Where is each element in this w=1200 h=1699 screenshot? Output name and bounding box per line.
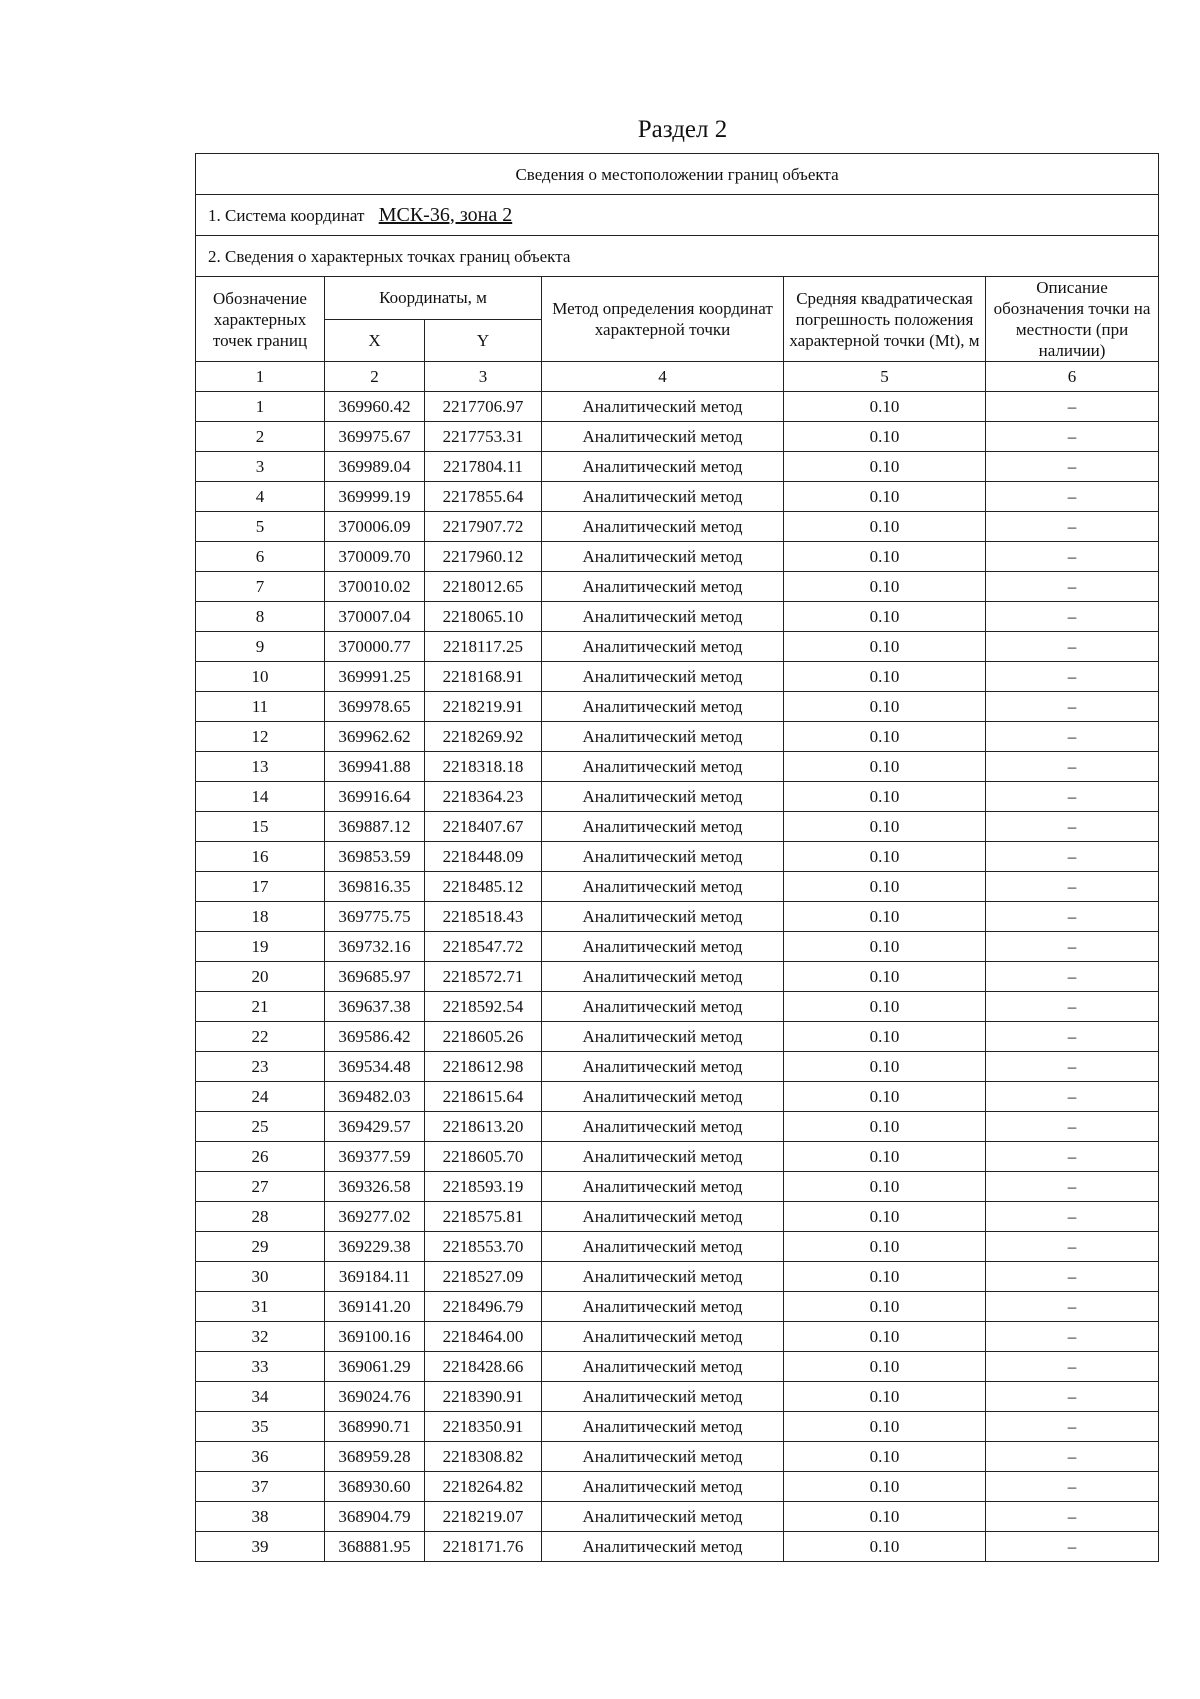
error-cell: 0.10 — [784, 1142, 986, 1172]
y-coordinate-cell: 2218464.00 — [425, 1322, 542, 1352]
y-coordinate-cell: 2218350.91 — [425, 1412, 542, 1442]
point-number-cell: 19 — [196, 932, 325, 962]
method-cell: Аналитический метод — [542, 1142, 784, 1172]
method-cell: Аналитический метод — [542, 1262, 784, 1292]
table-row — [196, 1142, 1159, 1172]
method-cell: Аналитический метод — [542, 902, 784, 932]
point-number-cell: 25 — [196, 1112, 325, 1142]
table-row — [196, 752, 1159, 782]
point-number-cell: 28 — [196, 1202, 325, 1232]
y-coordinate-cell: 2217855.64 — [425, 482, 542, 512]
x-coordinate-cell: 369999.19 — [325, 482, 425, 512]
description-cell: – — [986, 572, 1159, 602]
error-cell: 0.10 — [784, 692, 986, 722]
y-coordinate-cell: 2218605.26 — [425, 1022, 542, 1052]
error-cell: 0.10 — [784, 1112, 986, 1142]
x-coordinate-cell: 369534.48 — [325, 1052, 425, 1082]
table-row — [196, 662, 1159, 692]
table-row — [196, 1052, 1159, 1082]
table-row — [196, 1442, 1159, 1472]
x-coordinate-cell: 369061.29 — [325, 1352, 425, 1382]
method-cell: Аналитический метод — [542, 1022, 784, 1052]
error-cell: 0.10 — [784, 1502, 986, 1532]
description-cell: – — [986, 1022, 1159, 1052]
x-coordinate-cell: 369962.62 — [325, 722, 425, 752]
y-coordinate-cell: 2218527.09 — [425, 1262, 542, 1292]
method-cell: Аналитический метод — [542, 1292, 784, 1322]
y-coordinate-cell: 2218219.91 — [425, 692, 542, 722]
error-cell: 0.10 — [784, 812, 986, 842]
x-coordinate-cell: 369989.04 — [325, 452, 425, 482]
table-row — [196, 872, 1159, 902]
point-number-cell: 6 — [196, 542, 325, 572]
column-number: 2 — [325, 362, 425, 392]
x-coordinate-cell: 370006.09 — [325, 512, 425, 542]
x-coordinate-cell: 369887.12 — [325, 812, 425, 842]
point-number-cell: 33 — [196, 1352, 325, 1382]
description-cell: – — [986, 812, 1159, 842]
point-number-cell: 21 — [196, 992, 325, 1022]
header-description: Описание обозначения точки на местности (при наличии) — [986, 277, 1159, 362]
method-cell: Аналитический метод — [542, 1232, 784, 1262]
point-number-cell: 12 — [196, 722, 325, 752]
x-coordinate-cell: 369100.16 — [325, 1322, 425, 1352]
column-numbers-row — [196, 362, 1159, 392]
description-cell: – — [986, 962, 1159, 992]
method-cell: Аналитический метод — [542, 1472, 784, 1502]
header-x: X — [325, 319, 425, 362]
description-cell: – — [986, 1262, 1159, 1292]
method-cell: Аналитический метод — [542, 482, 784, 512]
description-cell: – — [986, 1472, 1159, 1502]
point-number-cell: 2 — [196, 422, 325, 452]
error-cell: 0.10 — [784, 1412, 986, 1442]
y-coordinate-cell: 2218308.82 — [425, 1442, 542, 1472]
description-cell: – — [986, 482, 1159, 512]
y-coordinate-cell: 2218264.82 — [425, 1472, 542, 1502]
y-coordinate-cell: 2218065.10 — [425, 602, 542, 632]
description-cell: – — [986, 1202, 1159, 1232]
point-number-cell: 13 — [196, 752, 325, 782]
x-coordinate-cell: 368930.60 — [325, 1472, 425, 1502]
error-cell: 0.10 — [784, 992, 986, 1022]
x-coordinate-cell: 369326.58 — [325, 1172, 425, 1202]
point-number-cell: 22 — [196, 1022, 325, 1052]
column-number: 1 — [196, 362, 325, 392]
point-number-cell: 1 — [196, 392, 325, 422]
description-cell: – — [986, 422, 1159, 452]
y-coordinate-cell: 2218553.70 — [425, 1232, 542, 1262]
x-coordinate-cell: 369184.11 — [325, 1262, 425, 1292]
point-number-cell: 24 — [196, 1082, 325, 1112]
column-number: 6 — [986, 362, 1159, 392]
points-section-label: 2. Сведения о характерных точках границ объекта — [196, 236, 1159, 277]
x-coordinate-cell: 370007.04 — [325, 602, 425, 632]
point-number-cell: 18 — [196, 902, 325, 932]
header-coordinates: Координаты, м — [325, 277, 542, 320]
method-cell: Аналитический метод — [542, 962, 784, 992]
x-coordinate-cell: 368990.71 — [325, 1412, 425, 1442]
x-coordinate-cell: 370000.77 — [325, 632, 425, 662]
x-coordinate-cell: 369685.97 — [325, 962, 425, 992]
table-row — [196, 512, 1159, 542]
description-cell: – — [986, 1382, 1159, 1412]
method-cell: Аналитический метод — [542, 572, 784, 602]
point-number-cell: 16 — [196, 842, 325, 872]
description-cell: – — [986, 872, 1159, 902]
point-number-cell: 38 — [196, 1502, 325, 1532]
error-cell: 0.10 — [784, 1292, 986, 1322]
point-number-cell: 9 — [196, 632, 325, 662]
method-cell: Аналитический метод — [542, 422, 784, 452]
point-number-cell: 11 — [196, 692, 325, 722]
y-coordinate-cell: 2217907.72 — [425, 512, 542, 542]
method-cell: Аналитический метод — [542, 632, 784, 662]
method-cell: Аналитический метод — [542, 692, 784, 722]
table-row — [196, 1352, 1159, 1382]
method-cell: Аналитический метод — [542, 812, 784, 842]
error-cell: 0.10 — [784, 392, 986, 422]
description-cell: – — [986, 1442, 1159, 1472]
description-cell: – — [986, 512, 1159, 542]
method-cell: Аналитический метод — [542, 452, 784, 482]
x-coordinate-cell: 368881.95 — [325, 1532, 425, 1562]
method-cell: Аналитический метод — [542, 1382, 784, 1412]
error-cell: 0.10 — [784, 932, 986, 962]
description-cell: – — [986, 992, 1159, 1022]
table-row — [196, 452, 1159, 482]
description-cell: – — [986, 782, 1159, 812]
description-cell: – — [986, 1352, 1159, 1382]
method-cell: Аналитический метод — [542, 1352, 784, 1382]
table-row — [196, 932, 1159, 962]
header-row-1 — [196, 277, 1159, 320]
method-cell: Аналитический метод — [542, 1502, 784, 1532]
error-cell: 0.10 — [784, 632, 986, 662]
table-row — [196, 422, 1159, 452]
error-cell: 0.10 — [784, 1382, 986, 1412]
x-coordinate-cell: 369960.42 — [325, 392, 425, 422]
error-cell: 0.10 — [784, 1532, 986, 1562]
point-number-cell: 5 — [196, 512, 325, 542]
error-cell: 0.10 — [784, 512, 986, 542]
error-cell: 0.10 — [784, 1472, 986, 1502]
y-coordinate-cell: 2218518.43 — [425, 902, 542, 932]
x-coordinate-cell: 369975.67 — [325, 422, 425, 452]
description-cell: – — [986, 1322, 1159, 1352]
error-cell: 0.10 — [784, 572, 986, 602]
point-number-cell: 27 — [196, 1172, 325, 1202]
method-cell: Аналитический метод — [542, 1412, 784, 1442]
error-cell: 0.10 — [784, 602, 986, 632]
description-cell: – — [986, 1112, 1159, 1142]
x-coordinate-cell: 369991.25 — [325, 662, 425, 692]
y-coordinate-cell: 2218613.20 — [425, 1112, 542, 1142]
point-number-cell: 14 — [196, 782, 325, 812]
method-cell: Аналитический метод — [542, 512, 784, 542]
y-coordinate-cell: 2218612.98 — [425, 1052, 542, 1082]
x-coordinate-cell: 368959.28 — [325, 1442, 425, 1472]
x-coordinate-cell: 369941.88 — [325, 752, 425, 782]
table-row — [196, 602, 1159, 632]
y-coordinate-cell: 2218605.70 — [425, 1142, 542, 1172]
description-cell: – — [986, 1502, 1159, 1532]
table-row — [196, 1412, 1159, 1442]
error-cell: 0.10 — [784, 422, 986, 452]
point-number-cell: 4 — [196, 482, 325, 512]
y-coordinate-cell: 2218593.19 — [425, 1172, 542, 1202]
table-row — [196, 902, 1159, 932]
table-row — [196, 1022, 1159, 1052]
table-row — [196, 782, 1159, 812]
column-number: 5 — [784, 362, 986, 392]
header-point-designation: Обозначение характерных точек границ — [196, 277, 325, 362]
method-cell: Аналитический метод — [542, 872, 784, 902]
description-cell: – — [986, 452, 1159, 482]
table-row — [196, 812, 1159, 842]
point-number-cell: 23 — [196, 1052, 325, 1082]
error-cell: 0.10 — [784, 752, 986, 782]
description-cell: – — [986, 1172, 1159, 1202]
header-y: Y — [425, 319, 542, 362]
error-cell: 0.10 — [784, 1322, 986, 1352]
y-coordinate-cell: 2218485.12 — [425, 872, 542, 902]
point-number-cell: 20 — [196, 962, 325, 992]
description-cell: – — [986, 1532, 1159, 1562]
x-coordinate-cell: 369377.59 — [325, 1142, 425, 1172]
table-row — [196, 482, 1159, 512]
y-coordinate-cell: 2218012.65 — [425, 572, 542, 602]
method-cell: Аналитический метод — [542, 1052, 784, 1082]
y-coordinate-cell: 2217804.11 — [425, 452, 542, 482]
description-cell: – — [986, 602, 1159, 632]
table-row — [196, 1082, 1159, 1112]
point-number-cell: 29 — [196, 1232, 325, 1262]
x-coordinate-cell: 369141.20 — [325, 1292, 425, 1322]
error-cell: 0.10 — [784, 1442, 986, 1472]
x-coordinate-cell: 369637.38 — [325, 992, 425, 1022]
x-coordinate-cell: 369482.03 — [325, 1082, 425, 1112]
error-cell: 0.10 — [784, 1082, 986, 1112]
error-cell: 0.10 — [784, 1352, 986, 1382]
description-cell: – — [986, 842, 1159, 872]
point-number-cell: 15 — [196, 812, 325, 842]
table-caption-row — [196, 154, 1159, 195]
y-coordinate-cell: 2218364.23 — [425, 782, 542, 812]
description-cell: – — [986, 632, 1159, 662]
error-cell: 0.10 — [784, 872, 986, 902]
description-cell: – — [986, 902, 1159, 932]
x-coordinate-cell: 369229.38 — [325, 1232, 425, 1262]
table-row — [196, 1112, 1159, 1142]
column-number: 4 — [542, 362, 784, 392]
points-section-row — [196, 236, 1159, 277]
method-cell: Аналитический метод — [542, 542, 784, 572]
method-cell: Аналитический метод — [542, 1442, 784, 1472]
x-coordinate-cell: 369732.16 — [325, 932, 425, 962]
point-number-cell: 30 — [196, 1262, 325, 1292]
y-coordinate-cell: 2218219.07 — [425, 1502, 542, 1532]
method-cell: Аналитический метод — [542, 842, 784, 872]
description-cell: – — [986, 932, 1159, 962]
coordinate-system-label: 1. Система координат — [208, 205, 365, 225]
error-cell: 0.10 — [784, 782, 986, 812]
method-cell: Аналитический метод — [542, 1322, 784, 1352]
table-row — [196, 1322, 1159, 1352]
method-cell: Аналитический метод — [542, 602, 784, 632]
table-row — [196, 962, 1159, 992]
description-cell: – — [986, 542, 1159, 572]
table-row — [196, 632, 1159, 662]
table-row — [196, 1472, 1159, 1502]
point-number-cell: 3 — [196, 452, 325, 482]
header-mean-square-error: Средняя квадратическая погрешность положения характерной точки (Mt), м — [784, 277, 986, 362]
description-cell: – — [986, 1142, 1159, 1172]
point-number-cell: 26 — [196, 1142, 325, 1172]
method-cell: Аналитический метод — [542, 722, 784, 752]
point-number-cell: 10 — [196, 662, 325, 692]
table-row — [196, 1382, 1159, 1412]
method-cell: Аналитический метод — [542, 1172, 784, 1202]
error-cell: 0.10 — [784, 482, 986, 512]
method-cell: Аналитический метод — [542, 782, 784, 812]
error-cell: 0.10 — [784, 452, 986, 482]
method-cell: Аналитический метод — [542, 752, 784, 782]
error-cell: 0.10 — [784, 1202, 986, 1232]
x-coordinate-cell: 369816.35 — [325, 872, 425, 902]
table-row — [196, 1502, 1159, 1532]
table-row — [196, 572, 1159, 602]
table-row — [196, 1532, 1159, 1562]
point-number-cell: 8 — [196, 602, 325, 632]
description-cell: – — [986, 722, 1159, 752]
y-coordinate-cell: 2218269.92 — [425, 722, 542, 752]
error-cell: 0.10 — [784, 962, 986, 992]
y-coordinate-cell: 2218117.25 — [425, 632, 542, 662]
y-coordinate-cell: 2218572.71 — [425, 962, 542, 992]
table-row — [196, 1172, 1159, 1202]
x-coordinate-cell: 369586.42 — [325, 1022, 425, 1052]
description-cell: – — [986, 662, 1159, 692]
header-method: Метод определения координат характерной точки — [542, 277, 784, 362]
table-row — [196, 1232, 1159, 1262]
y-coordinate-cell: 2218428.66 — [425, 1352, 542, 1382]
method-cell: Аналитический метод — [542, 992, 784, 1022]
point-number-cell: 36 — [196, 1442, 325, 1472]
method-cell: Аналитический метод — [542, 662, 784, 692]
boundary-points-table — [195, 153, 1159, 1562]
x-coordinate-cell: 368904.79 — [325, 1502, 425, 1532]
coordinate-system-value: МСК-36, зона 2 — [378, 203, 513, 226]
x-coordinate-cell: 370010.02 — [325, 572, 425, 602]
table-row — [196, 542, 1159, 572]
section-title: Раздел 2 — [637, 116, 728, 143]
x-coordinate-cell: 369978.65 — [325, 692, 425, 722]
point-number-cell: 17 — [196, 872, 325, 902]
point-number-cell: 37 — [196, 1472, 325, 1502]
table-caption: Сведения о местоположении границ объекта — [196, 154, 1159, 195]
x-coordinate-cell: 369429.57 — [325, 1112, 425, 1142]
table-row — [196, 842, 1159, 872]
y-coordinate-cell: 2218407.67 — [425, 812, 542, 842]
y-coordinate-cell: 2217753.31 — [425, 422, 542, 452]
y-coordinate-cell: 2218575.81 — [425, 1202, 542, 1232]
method-cell: Аналитический метод — [542, 1082, 784, 1112]
description-cell: – — [986, 392, 1159, 422]
error-cell: 0.10 — [784, 1232, 986, 1262]
point-number-cell: 7 — [196, 572, 325, 602]
error-cell: 0.10 — [784, 902, 986, 932]
point-number-cell: 39 — [196, 1532, 325, 1562]
method-cell: Аналитический метод — [542, 1532, 784, 1562]
table-row — [196, 392, 1159, 422]
y-coordinate-cell: 2217960.12 — [425, 542, 542, 572]
method-cell: Аналитический метод — [542, 1112, 784, 1142]
description-cell: – — [986, 1052, 1159, 1082]
error-cell: 0.10 — [784, 1262, 986, 1292]
y-coordinate-cell: 2218496.79 — [425, 1292, 542, 1322]
point-number-cell: 35 — [196, 1412, 325, 1442]
x-coordinate-cell: 369775.75 — [325, 902, 425, 932]
error-cell: 0.10 — [784, 662, 986, 692]
table-row — [196, 692, 1159, 722]
description-cell: – — [986, 752, 1159, 782]
error-cell: 0.10 — [784, 542, 986, 572]
error-cell: 0.10 — [784, 1172, 986, 1202]
column-number: 3 — [425, 362, 542, 392]
coordinate-system-row — [196, 195, 1159, 236]
table-row — [196, 992, 1159, 1022]
table-row — [196, 722, 1159, 752]
y-coordinate-cell: 2218592.54 — [425, 992, 542, 1022]
point-number-cell: 32 — [196, 1322, 325, 1352]
description-cell: – — [986, 1082, 1159, 1112]
error-cell: 0.10 — [784, 1022, 986, 1052]
x-coordinate-cell: 369024.76 — [325, 1382, 425, 1412]
error-cell: 0.10 — [784, 842, 986, 872]
table-row — [196, 1262, 1159, 1292]
description-cell: – — [986, 1232, 1159, 1262]
y-coordinate-cell: 2217706.97 — [425, 392, 542, 422]
x-coordinate-cell: 369853.59 — [325, 842, 425, 872]
table-row — [196, 1292, 1159, 1322]
description-cell: – — [986, 1292, 1159, 1322]
y-coordinate-cell: 2218318.18 — [425, 752, 542, 782]
y-coordinate-cell: 2218171.76 — [425, 1532, 542, 1562]
method-cell: Аналитический метод — [542, 392, 784, 422]
method-cell: Аналитический метод — [542, 1202, 784, 1232]
y-coordinate-cell: 2218615.64 — [425, 1082, 542, 1112]
x-coordinate-cell: 369916.64 — [325, 782, 425, 812]
description-cell: – — [986, 692, 1159, 722]
error-cell: 0.10 — [784, 722, 986, 752]
y-coordinate-cell: 2218547.72 — [425, 932, 542, 962]
x-coordinate-cell: 369277.02 — [325, 1202, 425, 1232]
point-number-cell: 34 — [196, 1382, 325, 1412]
y-coordinate-cell: 2218448.09 — [425, 842, 542, 872]
point-number-cell: 31 — [196, 1292, 325, 1322]
y-coordinate-cell: 2218390.91 — [425, 1382, 542, 1412]
y-coordinate-cell: 2218168.91 — [425, 662, 542, 692]
x-coordinate-cell: 370009.70 — [325, 542, 425, 572]
method-cell: Аналитический метод — [542, 932, 784, 962]
description-cell: – — [986, 1412, 1159, 1442]
error-cell: 0.10 — [784, 1052, 986, 1082]
table-row — [196, 1202, 1159, 1232]
